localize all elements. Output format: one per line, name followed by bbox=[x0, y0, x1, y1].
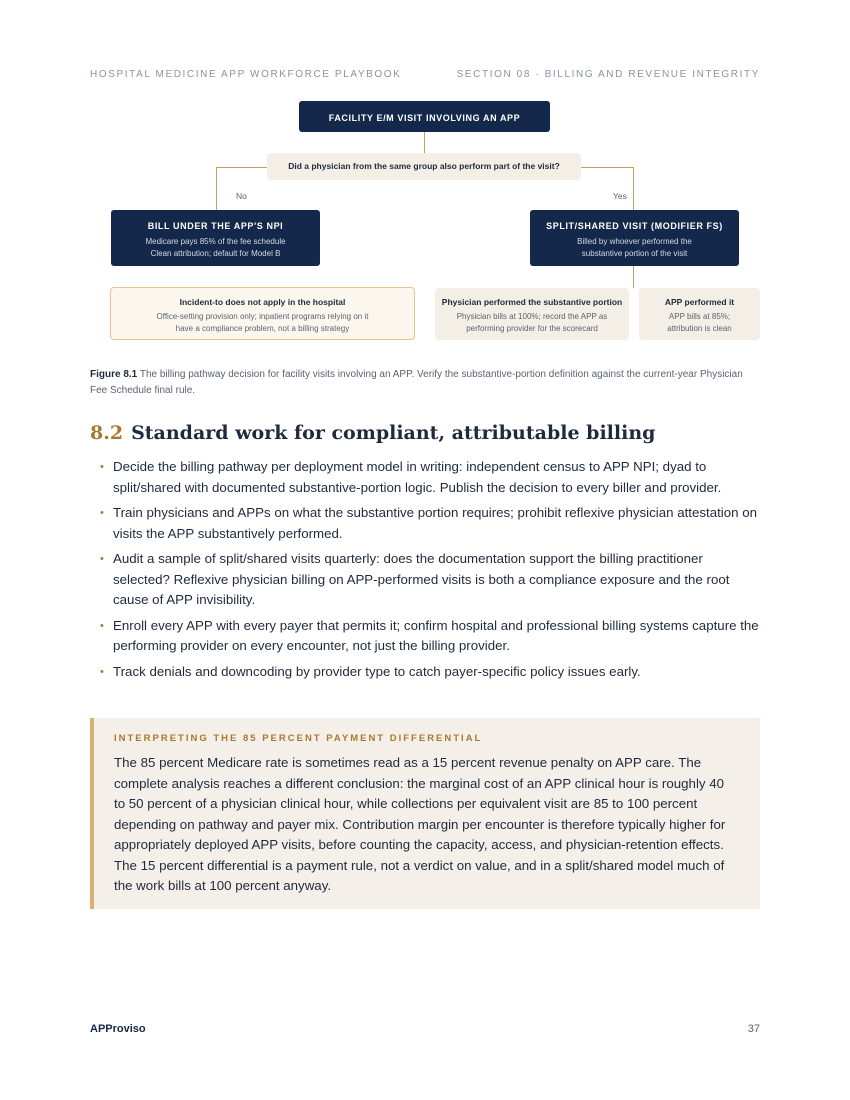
incident-to-title: Incident-to does not apply in the hospital bbox=[179, 297, 346, 307]
root-node-label: FACILITY E/M VISIT INVOLVING AN APP bbox=[328, 113, 521, 123]
app-performed-line-1: APP bills at 85%; bbox=[668, 312, 731, 321]
incident-to-line-1: Office-setting provision only; inpatient programs relying on it bbox=[156, 312, 369, 321]
bullet-dot: • bbox=[100, 461, 104, 473]
figure-caption bbox=[90, 367, 762, 399]
standard-work-list bbox=[90, 457, 762, 687]
question-label: Did a physician from the same group also perform part of the visit? bbox=[288, 161, 560, 171]
running-header-left: HOSPITAL MEDICINE APP WORKFORCE PLAYBOOK bbox=[90, 69, 402, 80]
connector-right-down bbox=[633, 167, 634, 210]
list-item bbox=[90, 549, 762, 611]
section-number: 8.2 bbox=[90, 422, 124, 444]
bullet-dot: • bbox=[100, 553, 104, 565]
physician-substantive-title: Physician performed the substantive portion bbox=[441, 297, 623, 307]
connector-question-right bbox=[581, 167, 634, 168]
app-npi-line-2: Clean attribution; default for Model B bbox=[150, 249, 281, 258]
footer-brand: APProviso bbox=[90, 1023, 146, 1035]
bullet-text: Train physicians and APPs on what the substantive portion requires; prohibit reflexive physician attestation on visits the APP substantively performed. bbox=[113, 505, 758, 541]
section-heading bbox=[90, 422, 655, 444]
app-performed-line-2: attribution is clean bbox=[667, 323, 732, 333]
root-node bbox=[299, 101, 550, 132]
bullet-dot: • bbox=[100, 619, 104, 632]
split-shared-title: SPLIT/SHARED VISIT (MODIFIER FS) bbox=[546, 221, 723, 231]
bullet-text: Decide the billing pathway per deployment model in writing: independent census to APP NPI; dyad to split/shared with documented substantive-portion logic. Publish the decision to every biller and provider. bbox=[113, 459, 722, 495]
list-item bbox=[90, 457, 762, 498]
incident-to-note bbox=[110, 287, 415, 340]
connector-right-node-down bbox=[633, 266, 634, 288]
app-performed-card bbox=[639, 288, 760, 340]
bullet-dot: • bbox=[100, 507, 104, 519]
payment-differential-callout bbox=[90, 718, 760, 909]
physician-substantive-line-2: performing provider for the scorecard bbox=[466, 323, 598, 333]
split-shared-line-1: Billed by whoever performed the bbox=[577, 237, 692, 246]
app-npi-line-1: Medicare pays 85% of the fee schedule bbox=[145, 237, 286, 246]
physician-substantive-line-1: Physician bills at 100%; record the APP as bbox=[456, 312, 608, 321]
connector-left-down bbox=[216, 167, 217, 210]
bullet-text: Track denials and downcoding by provider type to catch payer-specific policy issues early. bbox=[113, 663, 641, 679]
split-shared-line-2: substantive portion of the visit bbox=[581, 249, 688, 258]
incident-to-line-2: have a compliance problem, not a billing strategy bbox=[175, 323, 350, 333]
figure-label: Figure 8.1 bbox=[90, 369, 138, 380]
physician-substantive-card bbox=[435, 288, 629, 340]
section-title: Standard work for compliant, attributable billing bbox=[131, 422, 656, 444]
page-number: 37 bbox=[747, 1023, 760, 1035]
no-branch-label: No bbox=[236, 191, 247, 201]
bullet-text: Audit a sample of split/shared visits quarterly: does the documentation support the billing practitioner selected? Reflexive physician billing on APP-performed visits is both a compliance exposure and the root cause of APP invisibility. bbox=[113, 551, 730, 607]
app-npi-node bbox=[111, 210, 320, 266]
connector-root-question bbox=[424, 132, 425, 153]
figure-text: The billing pathway decision for facility visits involving an APP. Verify the substantive-portion definition against the current-year Physician Fee Schedule final rule. bbox=[90, 369, 743, 396]
split-shared-node bbox=[530, 210, 739, 266]
callout-body: The 85 percent Medicare rate is sometimes read as a 15 percent revenue penalty on APP care. The complete analysis reaches a different conclusion: the marginal cost of an APP clinical hour is roughly 40 to 50 percent of a physician clinical hour, while collections per equivalent visit are 85 to 100 percent depending on pathway and payer mix. Contribution margin per encounter is therefore typically higher for appropriately deployed APP visits, before counting the capacity, access, and physician-retention effects. The 15 percent differential is a payment rule, not a verdict on value, and in a split/shared model much of the work bills at 100 percent anyway. bbox=[114, 755, 726, 893]
app-npi-title: BILL UNDER THE APP'S NPI bbox=[147, 221, 284, 231]
list-item bbox=[90, 503, 762, 544]
question-node bbox=[267, 153, 581, 180]
list-item bbox=[90, 662, 762, 683]
yes-branch-label: Yes bbox=[613, 191, 627, 201]
bullet-dot: • bbox=[100, 665, 104, 678]
running-header-right: SECTION 08 · BILLING AND REVENUE INTEGRITY bbox=[456, 69, 760, 80]
connector-question-left bbox=[216, 167, 268, 168]
callout-title: INTERPRETING THE 85 PERCENT PAYMENT DIFFERENTIAL bbox=[114, 733, 483, 744]
list-item bbox=[90, 616, 762, 657]
bullet-text: Enroll every APP with every payer that permits it; confirm hospital and professional billing systems capture the performing provider on every encounter, not just the billing provider. bbox=[113, 617, 759, 653]
app-performed-title: APP performed it bbox=[664, 297, 735, 307]
